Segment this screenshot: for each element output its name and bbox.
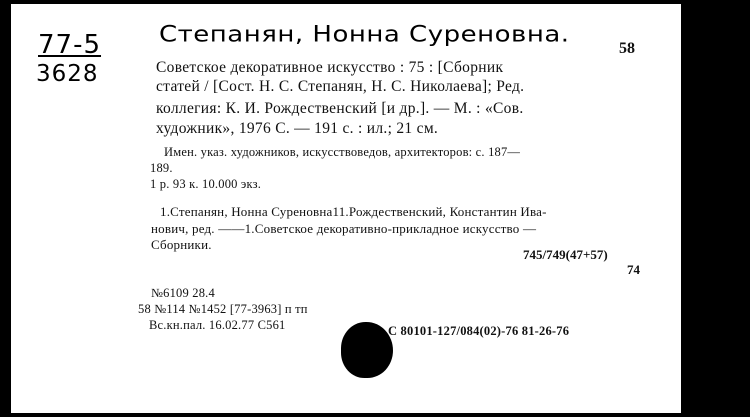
entry-line-1: Советское декоративное искусство : 75 : [Сборник <box>156 59 504 76</box>
classification-line-2: 74 <box>627 262 640 277</box>
classification-line-1: 745/749(47+57) <box>523 247 608 262</box>
ink-stamp <box>341 322 393 378</box>
handwritten-author: Степанян, Нонна Суреновна. <box>159 22 570 48</box>
tracing-line-3: Сборники. <box>151 237 212 252</box>
catalog-card <box>11 4 681 413</box>
price-line: 1 р. 93 к. 10.000 экз. <box>150 177 262 191</box>
tracing-line-1: 1.Степанян, Нонна Суреновна11.Рождественский, Константин Ива- <box>160 204 547 219</box>
tracing-line-2: нович, ред. ——1.Советское декоративно-прикладное искусство — <box>151 221 537 236</box>
bib-line-1: №6109 28.4 <box>151 286 215 300</box>
card-number: 58 <box>619 40 635 57</box>
call-number-top: 77-5 <box>38 30 102 60</box>
bib-line-4: С 80101-127/084(02)-76 81-26-76 <box>388 324 570 338</box>
index-note-line-2: 189. <box>150 161 173 175</box>
entry-line-4: художник», 1976 С. — 191 с. : ил.; 21 см. <box>156 120 439 137</box>
bib-line-3: Вс.кн.пал. 16.02.77 С561 <box>149 318 286 332</box>
entry-line-3: коллегия: К. И. Рождественский [и др.]. — М. : «Сов. <box>156 100 524 117</box>
index-note-line-1: Имен. указ. художников, искусствоведов, архитекторов: с. 187— <box>164 145 521 159</box>
entry-line-2: статей / [Сост. Н. С. Степанян, Н. С. Николаева]; Ред. <box>156 78 525 95</box>
call-number-bottom: 3628 <box>36 61 99 87</box>
bib-line-2: 58 №114 №1452 [77-3963] п тп <box>138 302 308 316</box>
